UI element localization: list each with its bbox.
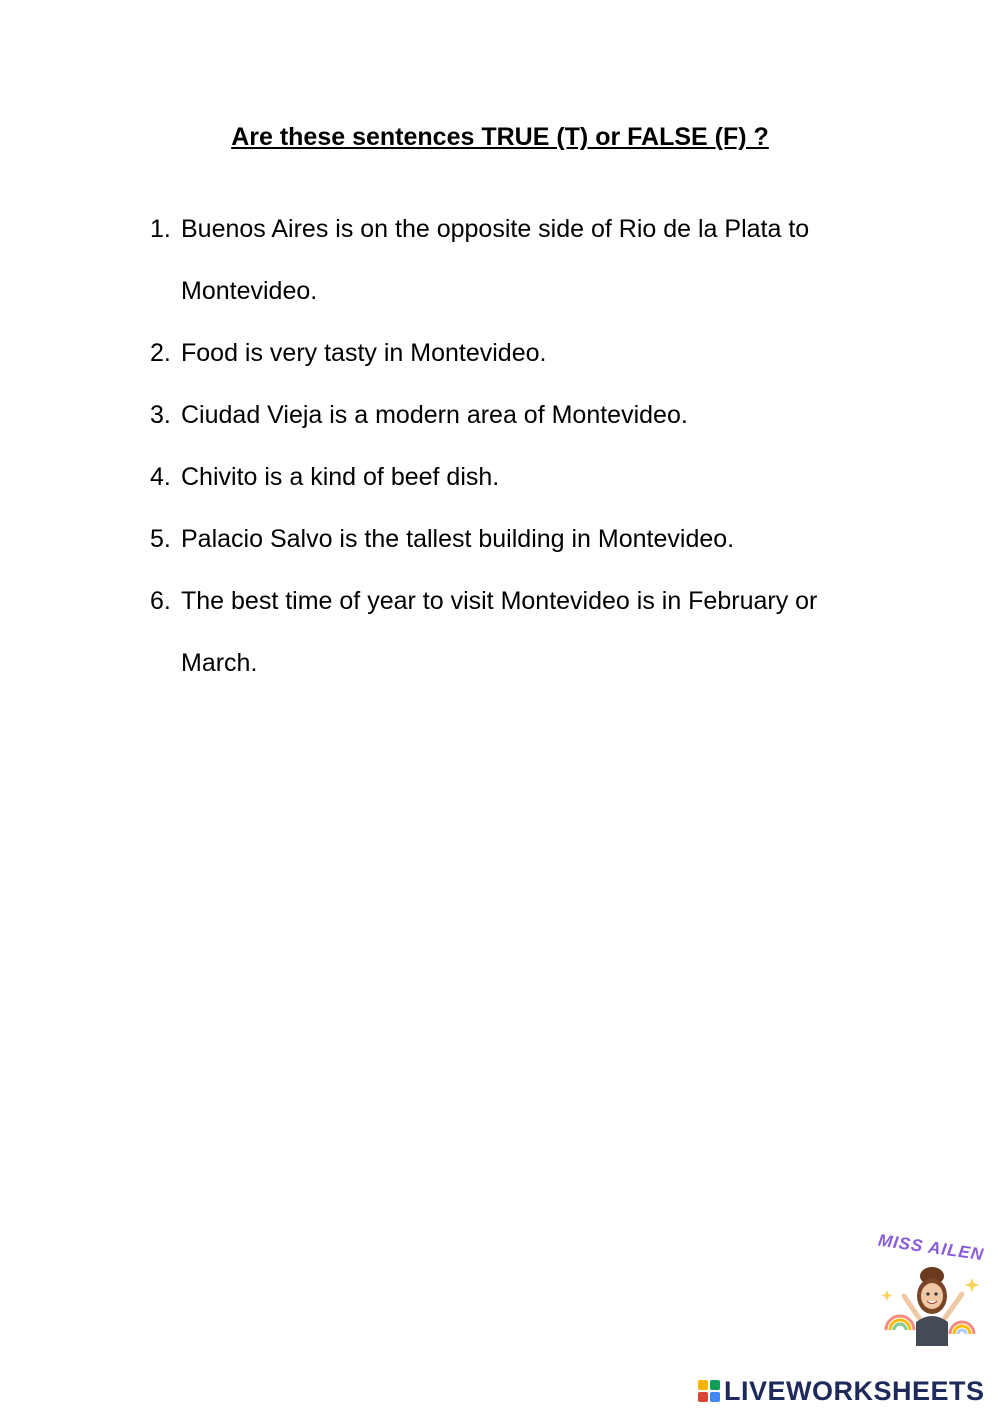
question-text: Food is very tasty in Montevideo. — [181, 339, 547, 367]
question-text: Buenos Aires is on the opposite side of Rio de la Plata to Montevideo. — [181, 215, 810, 305]
question-text: Ciudad Vieja is a modern area of Montevideo. — [181, 401, 688, 429]
teacher-avatar-icon — [872, 1238, 990, 1350]
question-number: 6. — [150, 587, 171, 615]
logo-text: LIVEWORKSHEETS — [724, 1375, 985, 1406]
liveworksheets-logo-icon — [698, 1380, 720, 1402]
page-title: Are these sentences TRUE (T) or FALSE (F) ? — [231, 123, 769, 151]
question-text: Chivito is a kind of beef dish. — [181, 463, 500, 491]
question-number: 5. — [150, 525, 171, 553]
question-number: 4. — [150, 463, 171, 491]
question-item — [150, 322, 890, 384]
badge-text: MISS AILEN — [876, 1230, 986, 1265]
question-text: The best time of year to visit Montevideo is in February or March. — [181, 587, 818, 677]
question-item — [150, 384, 890, 446]
question-text: Palacio Salvo is the tallest building in Montevideo. — [181, 525, 735, 553]
question-number: 2. — [150, 339, 171, 367]
question-item — [150, 508, 890, 570]
question-item — [150, 446, 890, 508]
liveworksheets-logo — [698, 1374, 985, 1408]
logo-square — [710, 1380, 720, 1390]
logo-square — [710, 1392, 720, 1402]
logo-square — [698, 1392, 708, 1402]
question-item — [150, 198, 890, 322]
logo-square — [698, 1380, 708, 1390]
question-number: 1. — [150, 215, 171, 243]
question-number: 3. — [150, 401, 171, 429]
question-item — [150, 570, 890, 694]
teacher-badge — [872, 1230, 990, 1350]
